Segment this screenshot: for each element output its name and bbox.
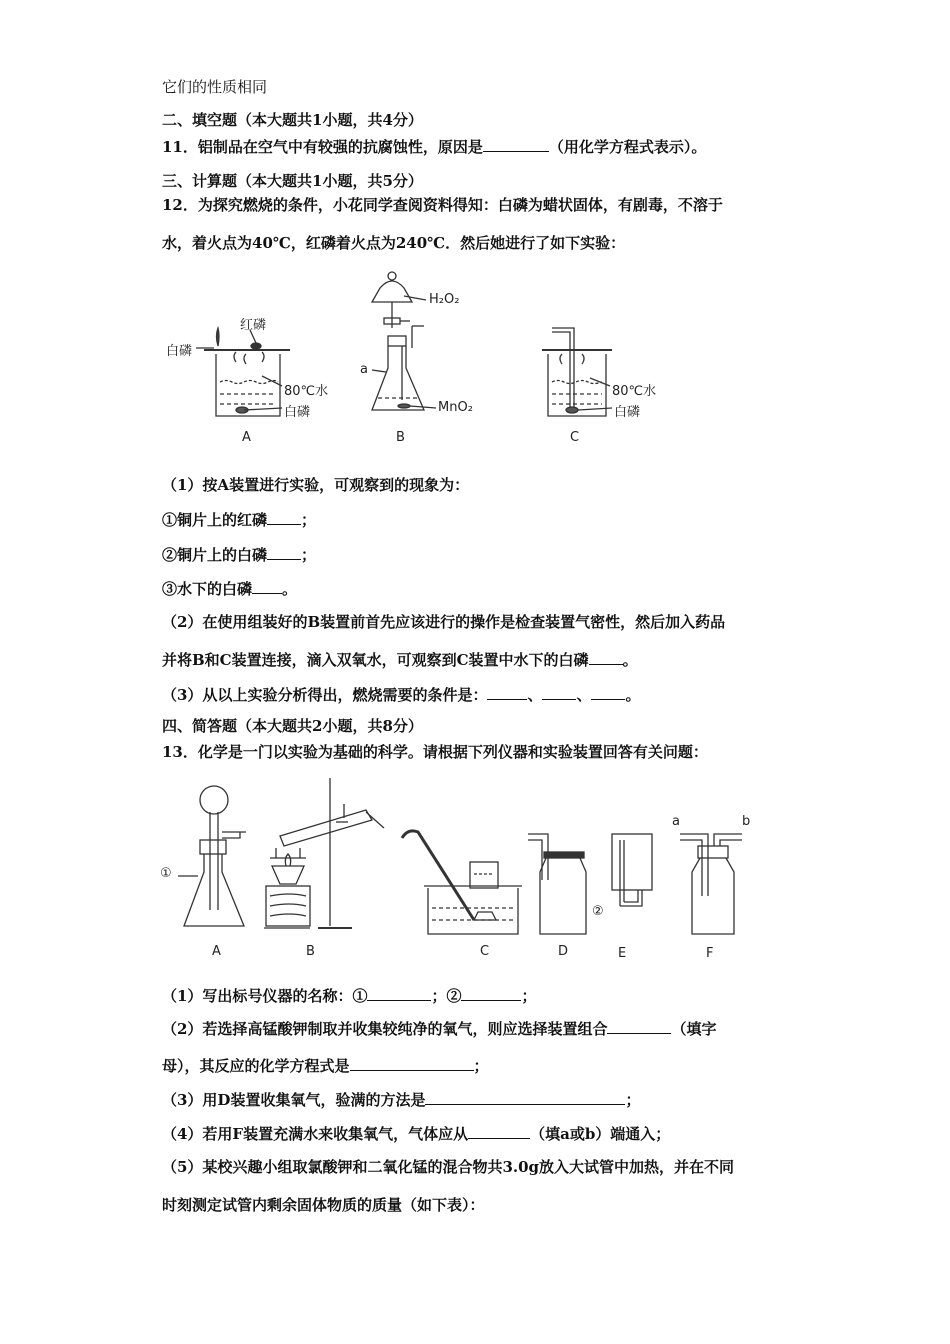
question-12-line-1: 12．为探究燃烧的条件，小花同学查阅资料得知：白磷为蜡状固体，有剧毒，不溶于 xyxy=(162,196,723,214)
q12-part-1-item-1: ①铜片上的红磷 ； xyxy=(162,511,317,529)
label-white-phosphorus-copper: 白磷 xyxy=(166,344,193,359)
q13-part-5-line-1: （5）某校兴趣小组取氯酸钾和二氧化锰的混合物共3.0g放入大试管中加热，并在不同 xyxy=(162,1158,735,1176)
caption-2-e: E xyxy=(618,946,627,961)
q13-part-3: （3）用D装置收集氧气，验满的方法是 ； xyxy=(162,1091,641,1109)
answer-blank[interactable] xyxy=(425,1090,625,1105)
answer-blank[interactable] xyxy=(461,986,521,1001)
apparatus-e xyxy=(612,834,652,906)
label-a-flask: a xyxy=(360,362,368,377)
q12-part-1-item-3: ③水下的白磷 。 xyxy=(162,580,298,598)
section-4-heading: 四、简答题（本大题共2小题，共8分） xyxy=(162,717,423,735)
q12-part-2-line-2: 并将B和C装置连接，滴入双氧水，可观察到C装置中水下的白磷 。 xyxy=(162,651,638,669)
caption-b: B xyxy=(396,430,405,445)
continued-text: 它们的性质相同 xyxy=(162,78,268,96)
answer-blank[interactable] xyxy=(350,1056,474,1071)
apparatus-f xyxy=(680,834,742,934)
q13-part-1: （1）写出标号仪器的名称：① ；② ； xyxy=(162,987,537,1005)
question-13: 13．化学是一门以实验为基础的科学。请根据下列仪器和实验装置回答有关问题： xyxy=(162,743,708,761)
section-2-heading: 二、填空题（本大题共1小题，共4分） xyxy=(162,111,423,129)
label-red-phosphorus: 红磷 xyxy=(240,318,267,333)
label-mno2: MnO₂ xyxy=(438,400,473,415)
q12-part-2-line-1: （2）在使用组装好的B装置前首先应该进行的操作是检查装置气密性，然后加入药品 xyxy=(162,613,726,631)
caption-2-c: C xyxy=(480,944,490,959)
label-white-phosphorus-a: 白磷 xyxy=(284,405,311,420)
answer-blank[interactable] xyxy=(607,1019,671,1034)
label-water-c: 80℃水 xyxy=(612,384,657,399)
caption-2-a: A xyxy=(212,944,221,959)
apparatus-a xyxy=(178,786,246,926)
q12-part-3: （3）从以上实验分析得出，燃烧需要的条件是： 、 、 。 xyxy=(162,686,641,704)
section-3-heading: 三、计算题（本大题共1小题，共5分） xyxy=(162,172,423,190)
answer-blank[interactable] xyxy=(367,986,431,1001)
caption-2-f: F xyxy=(706,946,714,961)
q13-part-2-line-1: （2）若选择高锰酸钾制取并收集较纯净的氧气，则应选择装置组合 （填字 xyxy=(162,1020,717,1038)
caption-2-b: B xyxy=(306,944,315,959)
q12-part-1: （1）按A装置进行实验，可观察到的现象为： xyxy=(162,476,470,494)
end-b-label: b xyxy=(742,814,751,829)
apparatus-c xyxy=(402,831,522,934)
q13-part-2-line-2: 母），其反应的化学方程式是 ； xyxy=(162,1057,489,1075)
question-11: 11．铝制品在空气中有较强的抗腐蚀性，原因是 （用化学方程式表示）。 xyxy=(162,138,707,156)
answer-blank[interactable] xyxy=(468,1124,530,1139)
q12-part-1-item-2: ②铜片上的白磷 ； xyxy=(162,546,317,564)
question-12-line-2: 水，着火点为40℃，红磷着火点为240℃．然后她进行了如下实验： xyxy=(162,234,626,252)
label-water-a: 80℃水 xyxy=(284,384,329,399)
caption-a: A xyxy=(242,430,251,445)
mark-2: ② xyxy=(592,904,604,919)
apparatus-d xyxy=(528,834,586,934)
caption-c: C xyxy=(570,430,580,445)
caption-2-d: D xyxy=(558,944,569,959)
q13-part-4: （4）若用F装置充满水来收集氧气，气体应从 （填a或b）端通入； xyxy=(162,1125,671,1143)
mark-1: ① xyxy=(160,866,172,881)
end-a-label: a xyxy=(672,814,680,829)
label-h2o2: H₂O₂ xyxy=(429,292,460,307)
q13-part-5-line-2: 时刻测定试管内剩余固体物质的质量（如下表）： xyxy=(162,1196,485,1214)
label-white-phosphorus-c: 白磷 xyxy=(614,405,641,420)
apparatus-b xyxy=(264,778,384,928)
